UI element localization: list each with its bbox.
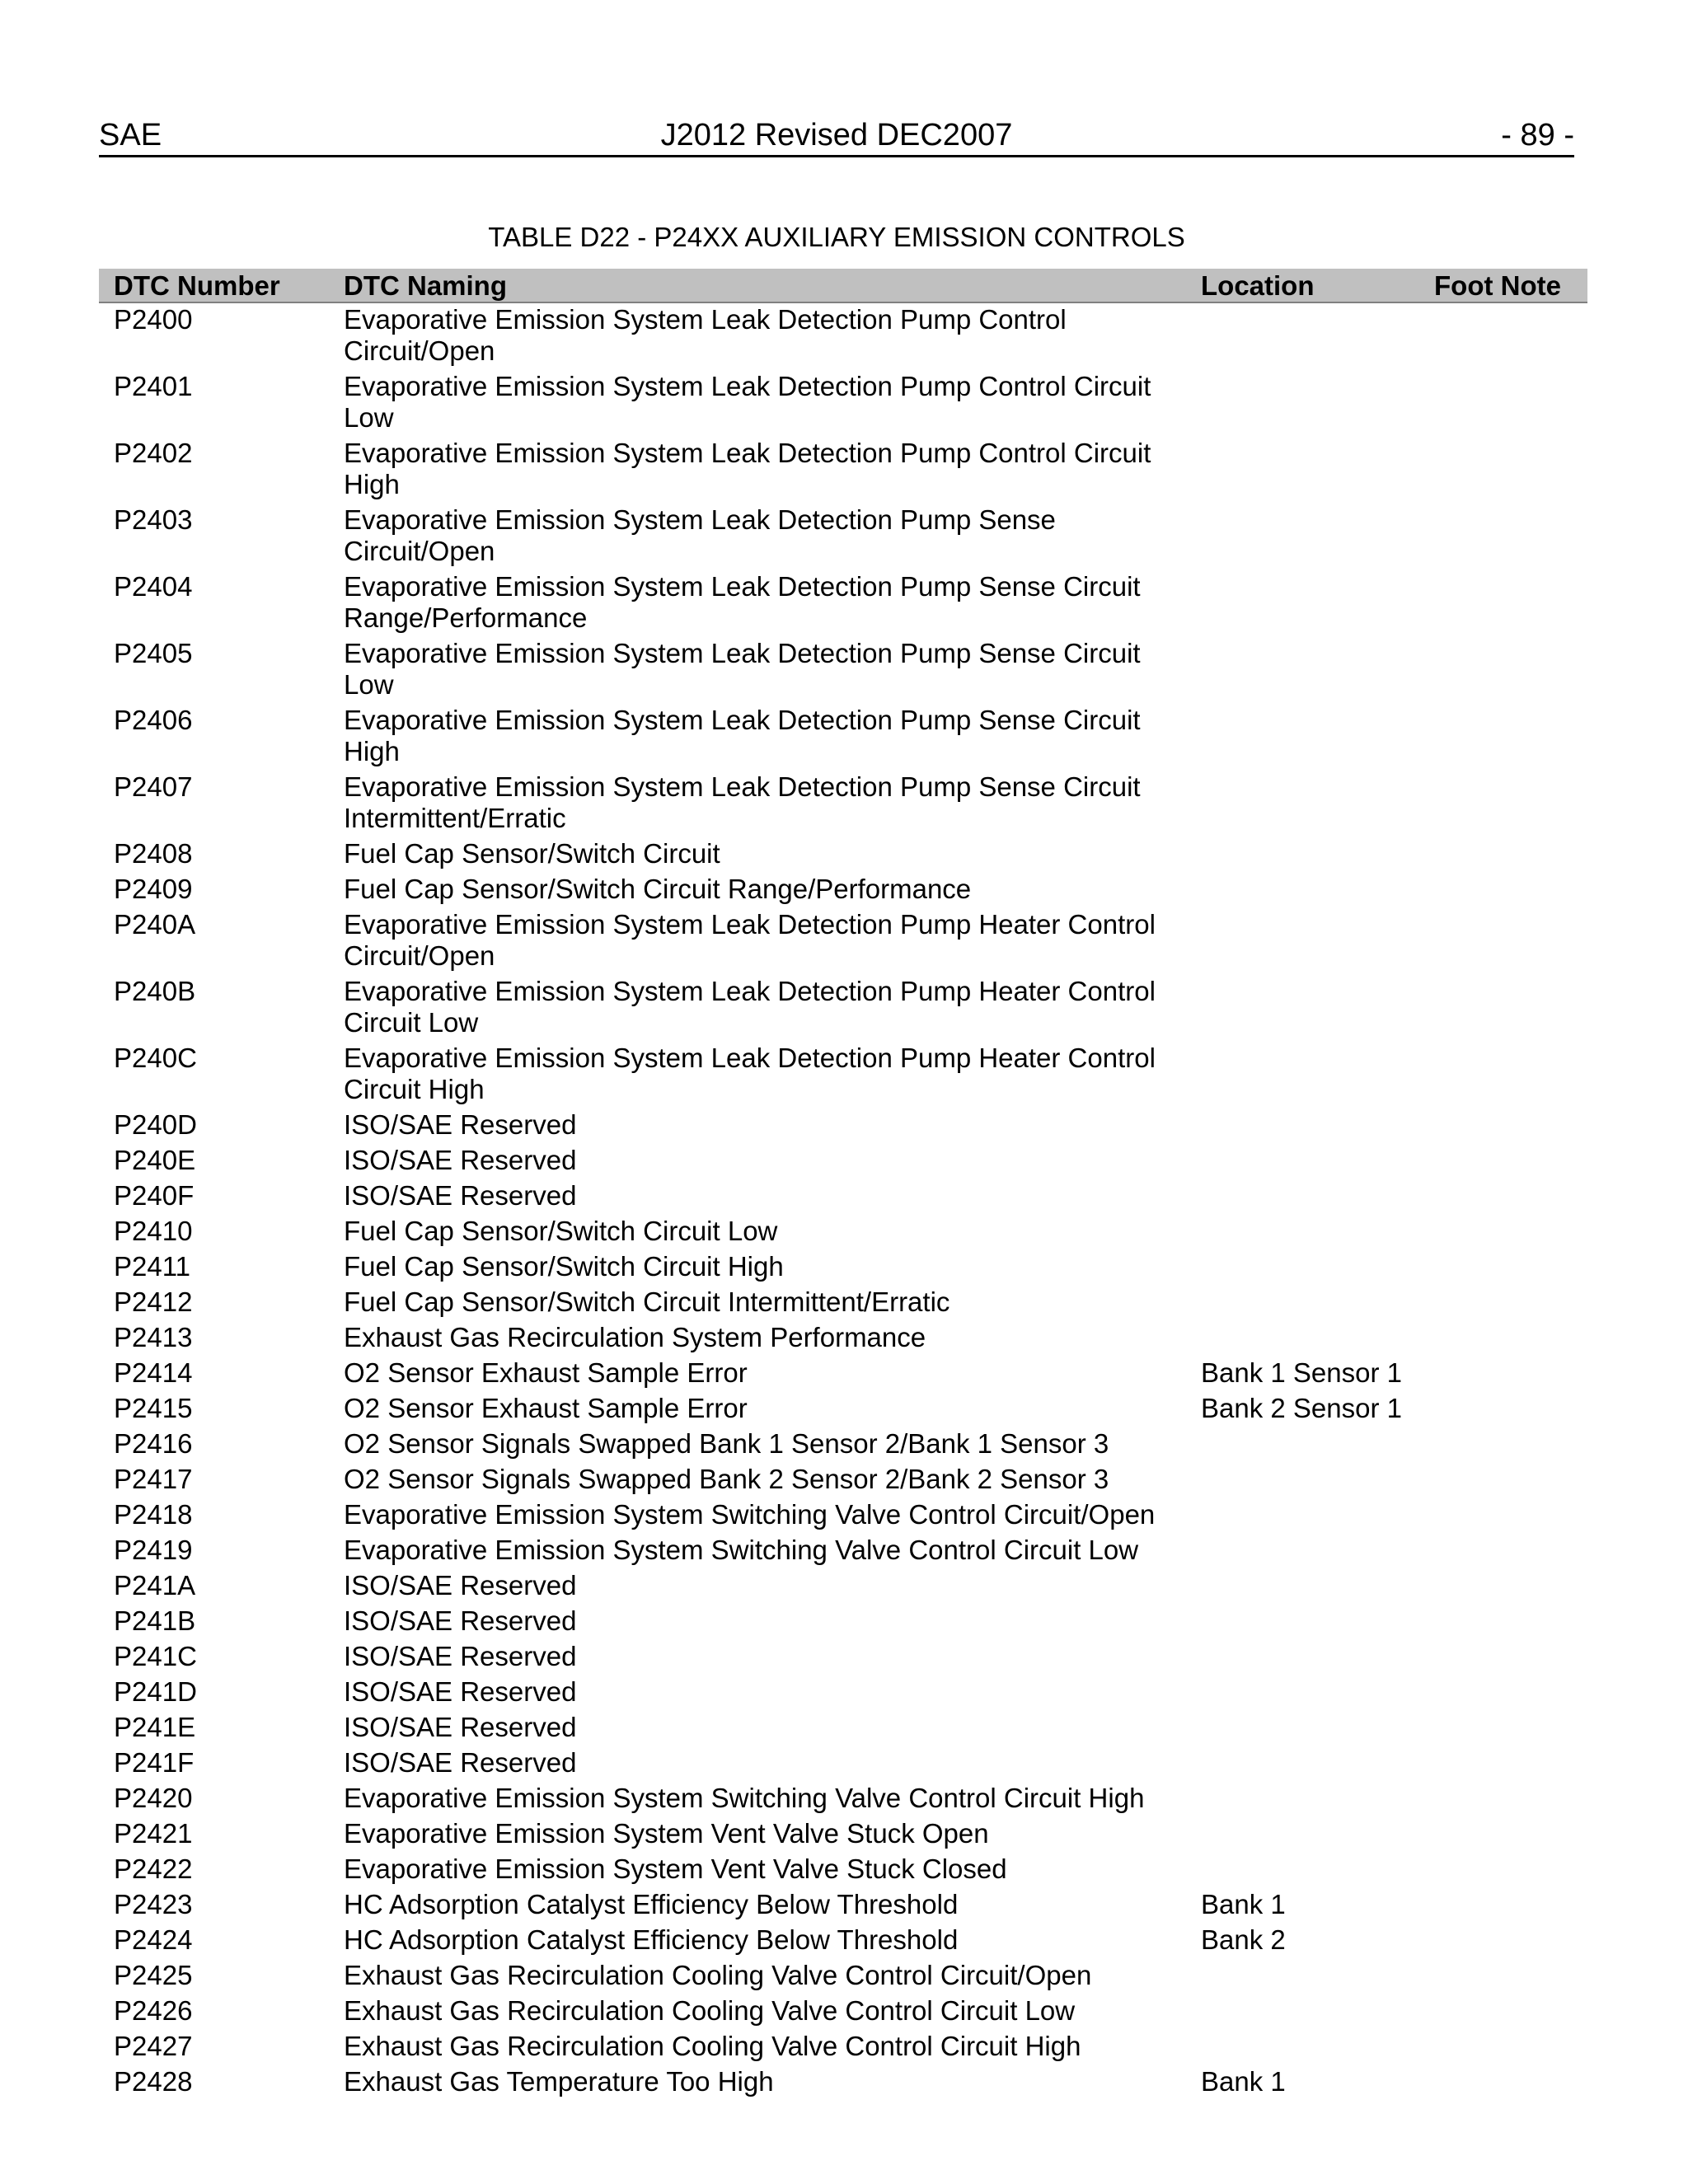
- column-header-dtc-naming: DTC Naming: [344, 270, 507, 301]
- dtc-name: Exhaust Gas Recirculation Cooling Valve Control Circuit Low: [344, 1995, 1076, 2026]
- table-row: [99, 874, 1587, 905]
- dtc-code: P2421: [114, 1818, 193, 1849]
- dtc-code: P2401: [114, 371, 193, 401]
- table-row: [99, 705, 1587, 767]
- table-row: [99, 1747, 1587, 1779]
- dtc-name: ISO/SAE Reserved: [344, 1712, 577, 1742]
- table-row: [99, 2066, 1587, 2097]
- dtc-code: P2427: [114, 2031, 193, 2061]
- dtc-name: Evaporative Emission System Leak Detection Pump Sense Circuit/Open: [344, 504, 1056, 566]
- dtc-name: O2 Sensor Exhaust Sample Error: [344, 1393, 748, 1423]
- dtc-code: P2403: [114, 504, 193, 535]
- dtc-name: Fuel Cap Sensor/Switch Circuit Low: [344, 1216, 778, 1246]
- dtc-name: Exhaust Gas Temperature Too High: [344, 2066, 774, 2097]
- dtc-code: P2407: [114, 771, 193, 802]
- dtc-code: P241F: [114, 1747, 195, 1778]
- dtc-code: P2428: [114, 2066, 193, 2097]
- page-header: [99, 115, 1574, 157]
- dtc-name: O2 Sensor Signals Swapped Bank 1 Sensor 2/Bank 1 Sensor 3: [344, 1428, 1109, 1459]
- table-row: [99, 1393, 1587, 1424]
- table-row: [99, 1286, 1587, 1318]
- table-row: [99, 1854, 1587, 1885]
- dtc-code: P240F: [114, 1180, 195, 1211]
- dtc-name: Evaporative Emission System Vent Valve Stuck Closed: [344, 1854, 1007, 1884]
- dtc-code: P2423: [114, 1889, 193, 1919]
- dtc-code: P2410: [114, 1216, 193, 1246]
- table-row: [99, 371, 1587, 434]
- dtc-name: Exhaust Gas Recirculation System Performance: [344, 1322, 926, 1352]
- table-row: [99, 838, 1587, 869]
- dtc-name: Evaporative Emission System Leak Detection Pump Control Circuit Low: [344, 371, 1151, 433]
- dtc-name: ISO/SAE Reserved: [344, 1145, 577, 1175]
- table-row: [99, 1180, 1587, 1212]
- dtc-name: Evaporative Emission System Leak Detection Pump Sense Circuit High: [344, 705, 1141, 766]
- header-document-id: J2012 Revised DEC2007: [660, 118, 1013, 152]
- dtc-name: ISO/SAE Reserved: [344, 1570, 577, 1601]
- dtc-code: P241C: [114, 1641, 197, 1671]
- table-row: [99, 1924, 1587, 1956]
- dtc-name: Evaporative Emission System Switching Valve Control Circuit Low: [344, 1535, 1139, 1565]
- dtc-code: P2414: [114, 1357, 193, 1388]
- dtc-name: Fuel Cap Sensor/Switch Circuit Range/Performance: [344, 874, 972, 904]
- dtc-code: P2420: [114, 1783, 193, 1813]
- dtc-name: Evaporative Emission System Leak Detection Pump Sense Circuit Low: [344, 638, 1141, 700]
- table-row: [99, 1322, 1587, 1353]
- dtc-code: P2419: [114, 1535, 193, 1565]
- table-row: [99, 1043, 1587, 1105]
- dtc-code: P2417: [114, 1464, 193, 1494]
- table-row: [99, 504, 1587, 567]
- table-row: [99, 976, 1587, 1038]
- dtc-code: P241A: [114, 1570, 196, 1601]
- dtc-location: Bank 2: [1201, 1924, 1286, 1955]
- dtc-name: ISO/SAE Reserved: [344, 1641, 577, 1671]
- dtc-code: P240D: [114, 1109, 197, 1140]
- dtc-code: P2426: [114, 1995, 193, 2026]
- dtc-name: ISO/SAE Reserved: [344, 1747, 577, 1778]
- dtc-name: Exhaust Gas Recirculation Cooling Valve Control Circuit High: [344, 2031, 1081, 2061]
- table-row: [99, 438, 1587, 500]
- dtc-code: P2400: [114, 304, 193, 335]
- dtc-name: HC Adsorption Catalyst Efficiency Below Threshold: [344, 1889, 959, 1919]
- table-caption: TABLE D22 - P24XX AUXILIARY EMISSION CONTROLS: [488, 222, 1185, 252]
- dtc-name: Evaporative Emission System Leak Detection Pump Heater Control Circuit Low: [344, 976, 1156, 1038]
- dtc-name: Evaporative Emission System Leak Detection Pump Heater Control Circuit High: [344, 1043, 1156, 1104]
- dtc-name: ISO/SAE Reserved: [344, 1676, 577, 1707]
- dtc-code: P2422: [114, 1854, 193, 1884]
- table-row: [99, 1712, 1587, 1743]
- table-row: [99, 1428, 1587, 1460]
- header-org: SAE: [99, 118, 162, 152]
- dtc-code: P2408: [114, 838, 193, 869]
- table-row: [99, 1251, 1587, 1282]
- dtc-name: Evaporative Emission System Switching Valve Control Circuit High: [344, 1783, 1145, 1813]
- table-row: [99, 1889, 1587, 1920]
- dtc-location: Bank 1: [1201, 2066, 1286, 2097]
- table-header: [99, 269, 1587, 303]
- table-row: [99, 1464, 1587, 1495]
- table-row: [99, 909, 1587, 972]
- table-row: [99, 1570, 1587, 1601]
- dtc-name: Fuel Cap Sensor/Switch Circuit High: [344, 1251, 784, 1282]
- dtc-code: P2404: [114, 571, 193, 602]
- dtc-code: P2409: [114, 874, 193, 904]
- dtc-code: P240B: [114, 976, 196, 1006]
- dtc-code: P241E: [114, 1712, 196, 1742]
- dtc-code: P2402: [114, 438, 193, 468]
- dtc-location: Bank 2 Sensor 1: [1201, 1393, 1402, 1423]
- dtc-name: Evaporative Emission System Switching Valve Control Circuit/Open: [344, 1499, 1156, 1530]
- dtc-name: HC Adsorption Catalyst Efficiency Below Threshold: [344, 1924, 959, 1955]
- dtc-name: Evaporative Emission System Leak Detection Pump Control Circuit High: [344, 438, 1151, 499]
- dtc-name: ISO/SAE Reserved: [344, 1109, 577, 1140]
- table-row: [99, 1109, 1587, 1141]
- table-row: [99, 1357, 1587, 1389]
- dtc-code: P2411: [114, 1251, 190, 1282]
- dtc-name: Fuel Cap Sensor/Switch Circuit: [344, 838, 720, 869]
- column-header-foot-note: Foot Note: [1434, 270, 1561, 301]
- table-row: [99, 1960, 1587, 1991]
- dtc-name: Fuel Cap Sensor/Switch Circuit Intermittent/Erratic: [344, 1286, 950, 1317]
- table-body: [99, 304, 1587, 2097]
- dtc-code: P2415: [114, 1393, 193, 1423]
- dtc-name: Evaporative Emission System Leak Detection Pump Sense Circuit Intermittent/Erratic: [344, 771, 1141, 833]
- dtc-code: P2412: [114, 1286, 193, 1317]
- table-row: [99, 1605, 1587, 1637]
- column-header-location: Location: [1201, 270, 1315, 301]
- dtc-code: P241D: [114, 1676, 197, 1707]
- dtc-name: ISO/SAE Reserved: [344, 1180, 577, 1211]
- dtc-code: P240E: [114, 1145, 196, 1175]
- dtc-code: P2405: [114, 638, 193, 668]
- dtc-name: Evaporative Emission System Leak Detection Pump Control Circuit/Open: [344, 304, 1067, 366]
- table-row: [99, 1145, 1587, 1176]
- dtc-name: O2 Sensor Signals Swapped Bank 2 Sensor 2/Bank 2 Sensor 3: [344, 1464, 1109, 1494]
- table-row: [99, 571, 1587, 634]
- table-row: [99, 1995, 1587, 2027]
- table-row: [99, 1641, 1587, 1672]
- dtc-location: Bank 1 Sensor 1: [1201, 1357, 1402, 1388]
- dtc-code: P240A: [114, 909, 196, 940]
- table-row: [99, 771, 1587, 834]
- dtc-name: ISO/SAE Reserved: [344, 1605, 577, 1636]
- dtc-code: P2416: [114, 1428, 193, 1459]
- table-row: [99, 1535, 1587, 1566]
- table-row: [99, 1216, 1587, 1247]
- table-row: [99, 1676, 1587, 1708]
- dtc-code: P2406: [114, 705, 193, 735]
- table-row: [99, 1499, 1587, 1530]
- dtc-name: Exhaust Gas Recirculation Cooling Valve Control Circuit/Open: [344, 1960, 1092, 1990]
- table-row: [99, 1818, 1587, 1849]
- dtc-location: Bank 1: [1201, 1889, 1286, 1919]
- table-row: [99, 304, 1587, 367]
- dtc-code: P2413: [114, 1322, 193, 1352]
- table-row: [99, 638, 1587, 701]
- dtc-name: Evaporative Emission System Leak Detection Pump Heater Control Circuit/Open: [344, 909, 1156, 971]
- dtc-code: P2418: [114, 1499, 193, 1530]
- dtc-code: P241B: [114, 1605, 196, 1636]
- dtc-name: Evaporative Emission System Leak Detection Pump Sense Circuit Range/Performance: [344, 571, 1141, 633]
- table-row: [99, 2031, 1587, 2062]
- dtc-code: P2424: [114, 1924, 193, 1955]
- dtc-code: P2425: [114, 1960, 193, 1990]
- table-row: [99, 1783, 1587, 1814]
- column-header-dtc-number: DTC Number: [114, 270, 280, 301]
- dtc-name: O2 Sensor Exhaust Sample Error: [344, 1357, 748, 1388]
- dtc-name: Evaporative Emission System Vent Valve Stuck Open: [344, 1818, 989, 1849]
- dtc-code: P240C: [114, 1043, 197, 1073]
- header-page-number: - 89 -: [1501, 118, 1574, 152]
